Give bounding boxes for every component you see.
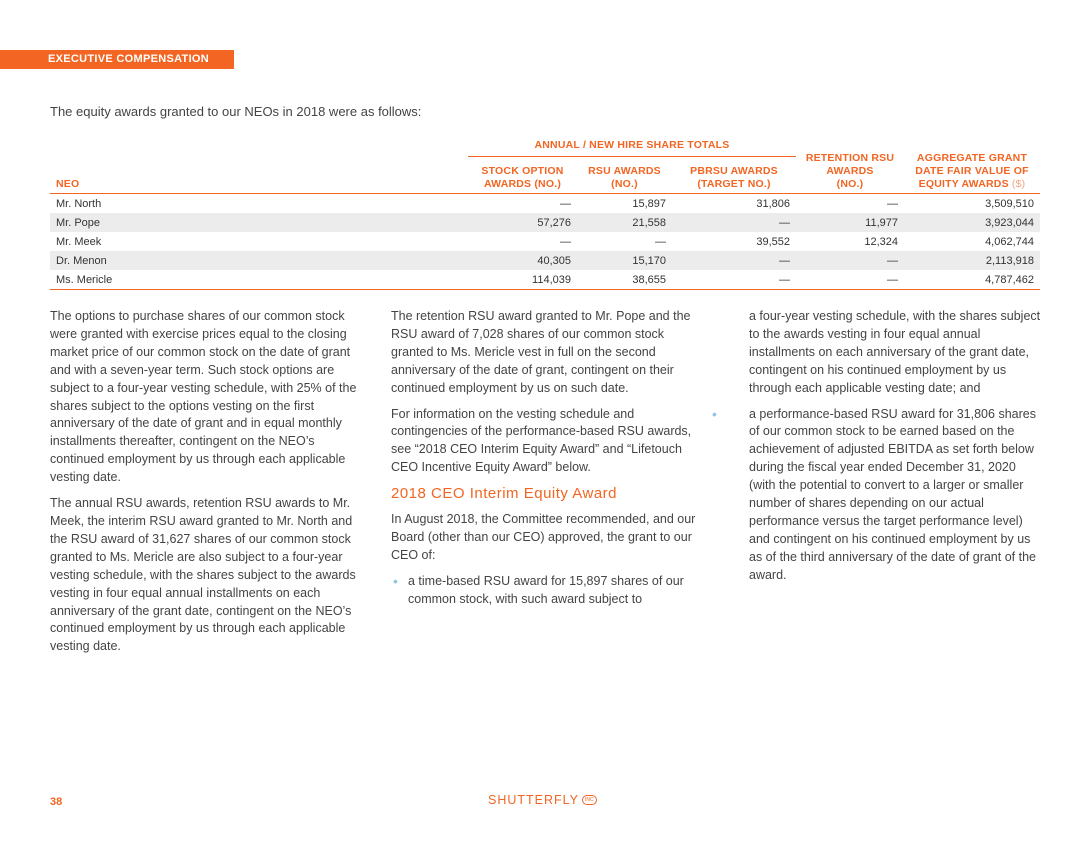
cell-aggregate: 3,923,044 xyxy=(904,213,1040,232)
text-column-2 xyxy=(391,308,703,617)
cell-retention: 12,324 xyxy=(864,235,898,248)
paragraph: The annual RSU awards, retention RSU awards to Mr. Meek, the interim RSU award granted to Mr. North and the RSU award of 31,627 shares of our common stock granted to Ms. Mericle are also subject to a four-year vesting schedule, with the shares subject to the awards vesting in four equal annual installments on each anniversary of the grant date, contingent on the NEO’s continued employment by us through each applicable vesting date. xyxy=(50,496,356,654)
table-row xyxy=(50,213,1040,232)
cell-pbrsu: — xyxy=(672,213,796,232)
intro-text: The equity awards granted to our NEOs in 2018 were as follows: xyxy=(50,104,422,119)
header-neo: NEO xyxy=(50,157,468,194)
cell-stock-option: 57,276 xyxy=(468,213,577,232)
cell-stock-option: 114,039 xyxy=(468,270,577,290)
equity-awards-table xyxy=(50,138,1040,290)
page-number: 38 xyxy=(50,796,63,808)
logo-text: SHUTTERFLY xyxy=(488,793,580,807)
cell-rsu: 15,170 xyxy=(577,251,672,270)
paragraph: The options to purchase shares of our common stock were granted with exercise prices equal to the closing market price of our common stock on the date of grant and with a seven-year term. Such stock options are subject to a four-year vesting schedule, with 25% of the shares subject to the options vesting on the first anniversary of the date of grant and in equal monthly installments thereafter, contingent on the NEO’s continued employment by us through each applicable vesting date. xyxy=(50,309,357,485)
cell-retention: — xyxy=(796,270,904,290)
bullet-text: a performance-based RSU award for 31,806 shares of our common stock to be earned based on the achievement of adjusted EBITDA as set forth below during the fiscal year ended December 31, 2020 (with the potential to convert to a larger or smaller number of shares depending on our actual performance versus the target performance level) and contingent on his continued employment by us as of the third anniversary of the date of grant of the award. xyxy=(749,406,1036,582)
bullet-list xyxy=(712,405,1041,585)
cell-retention: — xyxy=(887,197,898,210)
text-column-1 xyxy=(50,308,358,664)
cell-aggregate: 2,113,918 xyxy=(904,251,1040,270)
cell-retention: 11,977 xyxy=(796,213,904,232)
header-pbrsu: PBRSU AWARDS (TARGET NO.) xyxy=(672,157,796,194)
header-spacer xyxy=(50,138,468,157)
header-retention: RETENTION RSU AWARDS (NO.) xyxy=(796,138,904,194)
header-aggregate: AGGREGATE GRANT DATE FAIR VALUE OF EQUITY AWARDS ($) xyxy=(904,138,1040,194)
bullet-item xyxy=(712,405,1041,585)
cell-neo: Dr. Menon xyxy=(50,251,468,270)
cell-neo: Mr. Pope xyxy=(50,213,468,232)
table-row xyxy=(50,251,1040,270)
cell-stock-option: — xyxy=(560,235,571,248)
group-header: ANNUAL / NEW HIRE SHARE TOTALS xyxy=(468,138,796,157)
table-row xyxy=(50,194,1040,214)
bullet-dot-icon: • xyxy=(712,405,717,422)
header-stock-option: STOCK OPTION AWARDS (NO.) xyxy=(468,157,577,194)
bullet-dot-icon: • xyxy=(393,572,398,589)
cell-aggregate: 3,509,510 xyxy=(985,197,1034,210)
cell-pbrsu: — xyxy=(672,270,796,290)
header-rsu: RSU AWARDS (NO.) xyxy=(577,157,672,194)
cell-rsu: — xyxy=(655,235,666,248)
cell-rsu: 21,558 xyxy=(577,213,672,232)
section-banner: EXECUTIVE COMPENSATION xyxy=(0,50,234,69)
cell-stock-option: 40,305 xyxy=(468,251,577,270)
table-row xyxy=(50,232,1040,251)
text-column-3 xyxy=(712,308,1041,593)
logo-badge: INC xyxy=(582,795,597,805)
bullet-continuation: a four-year vesting schedule, with the shares subject to the awards vesting in four equal annual installments on each anniversary of the grant date, contingent on his continued employment by us through each applicable vesting date; and xyxy=(749,309,1041,395)
cell-neo: Mr. Meek xyxy=(56,235,102,248)
cell-pbrsu: 31,806 xyxy=(756,197,790,210)
shutterfly-logo xyxy=(488,793,597,807)
paragraph: The retention RSU award granted to Mr. Pope and the RSU award of 7,028 shares of our common stock granted to Ms. Mericle vest in full on the second anniversary of the date of grant, contingent on their continued employment by us on such date. xyxy=(391,309,691,395)
bullet-text: a time-based RSU award for 15,897 shares of our common stock, with such award subject to xyxy=(408,573,684,606)
cell-pbrsu: — xyxy=(672,251,796,270)
cell-rsu: 15,897 xyxy=(632,197,666,210)
section-heading: 2018 CEO Interim Equity Award xyxy=(391,485,617,503)
paragraph: For information on the vesting schedule and contingencies of the performance-based RSU awards, see “2018 CEO Interim Equity Award” and “Lifetouch CEO Incentive Equity Award” below. xyxy=(391,406,692,475)
bullet-list xyxy=(391,573,703,609)
cell-retention: — xyxy=(796,251,904,270)
paragraph: In August 2018, the Committee recommended, and our Board (other than our CEO) approved, the grant to our CEO of: xyxy=(391,512,696,562)
cell-aggregate: 4,787,462 xyxy=(904,270,1040,290)
cell-pbrsu: 39,552 xyxy=(756,235,790,248)
cell-neo: Ms. Mericle xyxy=(50,270,468,290)
cell-stock-option: — xyxy=(560,197,571,210)
cell-neo: Mr. North xyxy=(56,197,102,210)
bullet-item xyxy=(391,573,703,609)
table-row xyxy=(50,270,1040,290)
cell-aggregate: 4,062,744 xyxy=(985,235,1034,248)
cell-rsu: 38,655 xyxy=(577,270,672,290)
